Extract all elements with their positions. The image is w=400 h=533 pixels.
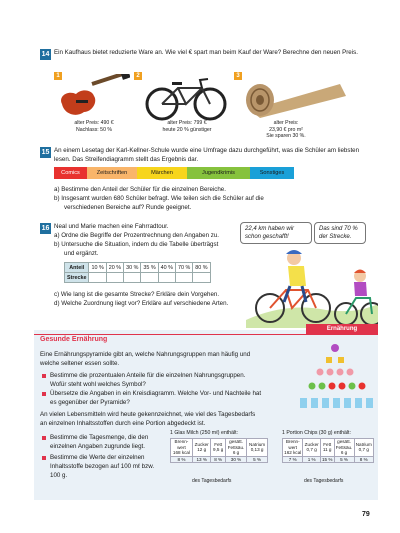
table-cell — [193, 273, 210, 283]
table-cell: 80 % — [193, 263, 210, 273]
table-cell — [124, 273, 141, 283]
table-cell: 15 % — [321, 456, 333, 462]
task-16-b-line2: und ergänzt. — [64, 250, 99, 257]
nutrition-title: Gesunde Ernährung — [40, 336, 108, 343]
strip-segment-sonstiges: Sonstiges — [250, 167, 294, 179]
bullet-marker — [42, 456, 46, 460]
page-number: 79 — [362, 511, 370, 518]
bicycle-image — [144, 74, 228, 122]
nutrition-bullet3: Bestimme die Tagesmenge, die den einzelnen Angaben zugrunde liegt. — [50, 434, 149, 450]
strip-segment-jugendkrimis: Jugendkrimis — [187, 167, 250, 179]
table-cell: Zucker 12 g — [192, 439, 211, 457]
chips-table-footer: des Tagesbedarfs — [304, 478, 344, 484]
chips-table-title: 1 Portion Chips (30 g) enthält: — [282, 430, 351, 436]
bullet-marker — [42, 392, 46, 396]
nutrition-para-line2: an einzelnen Inhaltsstoffen durch eine Portion abgedeckt ist. — [40, 420, 206, 427]
table-cell: 8 % — [354, 456, 373, 463]
item-1-caption: alter Preis: 490 € Nachlass: 50 % — [74, 120, 114, 133]
task-15-b-line1: b) Insgesamt wurden 680 Schüler befragt. Wie teilen sich die Schüler auf die — [54, 195, 264, 202]
table-cell: 13 % — [192, 456, 211, 463]
table-cell: 5 % — [247, 456, 268, 463]
table-cell: Zucker 0,7 g — [303, 439, 320, 457]
table-cell — [89, 273, 106, 283]
nutrition-bullet4: Bestimme die Werte der einzelnen Inhaltsstoffe bezogen auf 100 mℓ bzw. 100 g. — [50, 454, 155, 479]
table-cell — [175, 273, 192, 283]
percentage-table — [64, 262, 211, 283]
chips-nutrition-table — [282, 438, 374, 463]
cyclists-illustration — [246, 244, 378, 328]
table-cell: 70 % — [175, 263, 192, 273]
table-cell: 8 % — [171, 456, 193, 463]
bullet-marker — [42, 436, 46, 440]
table-cell: 8 % — [211, 456, 225, 463]
task-16-d: d) Welche Zuordnung liegt vor? Erkläre auf verschiedene Arten. — [54, 300, 229, 307]
image-number-2: 2 — [134, 72, 142, 80]
milk-table-footer: des Tagesbedarfs — [192, 478, 232, 484]
table-cell: Fett 9,5 g — [211, 439, 225, 457]
table-cell — [158, 273, 175, 283]
task-number-15: 15 — [41, 149, 50, 156]
table-cell: Brenn- wert 162 kcal — [284, 439, 302, 455]
task-number-14: 14 — [41, 51, 50, 58]
table-cell: gesätt. Fettsäu. 6 g — [225, 439, 246, 457]
table-cell: 20 % — [106, 263, 123, 273]
task-16-c: c) Wie lang ist die gesamte Strecke? Erkläre dein Vorgehen. — [54, 291, 220, 298]
task-16-b-line1: b) Untersuche die Situation, indem du die Tabelle überträgst — [54, 241, 219, 248]
item-2-caption: alter Preis: 799 € heute 20 % günstiger — [162, 120, 212, 133]
strip-segment-zeitschriften: Zeitschriften — [87, 167, 137, 179]
table-cell: Natrium 0,13 g — [247, 439, 268, 457]
nutrition-para-line1: An vielen Lebensmitteln wird heute gekennzeichnet, wie viel des Tagesbedarfs — [40, 411, 256, 418]
table-cell: 40 % — [158, 263, 175, 273]
task-16-intro: Neal und Marie machen eine Fahrradtour. — [54, 223, 169, 230]
table-header-anteil: Anteil — [65, 263, 89, 273]
task-15-b-line2: verschiedenen Bereiche auf? Runde geeignet. — [64, 204, 192, 211]
table-cell: 1 % — [303, 456, 320, 463]
section-tag: Ernährung — [306, 324, 378, 334]
task-16-a: a) Ordne die Begriffe der Prozentrechnung den Angaben zu. — [54, 232, 219, 239]
nutrition-bullet2-line1: Übersetze die Angaben in ein Kreisdiagramm. Welche Vor- und Nachteile hat — [50, 390, 262, 397]
electric-guitar-image — [58, 74, 130, 120]
table-cell: 7 % — [283, 456, 303, 463]
strip-segment-comics: Comics — [54, 167, 87, 179]
table-header-strecke: Strecke — [65, 273, 89, 283]
food-pyramid-image — [296, 342, 374, 412]
table-cell: Natrium 0,7 g — [354, 439, 373, 457]
table-cell: Brenn- wert 168 kcal — [171, 439, 193, 457]
milk-nutrition-table — [170, 438, 268, 463]
task-15-a: a) Bestimme den Anteil der Schüler für die einzelnen Bereiche. — [54, 186, 226, 193]
nutrition-bullet1-line2: Wofür steht wohl welches Symbol? — [50, 381, 146, 388]
table-cell: 10 % — [89, 263, 106, 273]
table-cell: gesätt. Fettsäu. 6 g — [335, 439, 353, 455]
table-cell — [141, 273, 158, 283]
nutrition-bullet1-line1: Bestimme die prozentualen Anteile für die einzelnen Nahrungsgruppen. — [50, 372, 246, 379]
section-tag-line — [34, 334, 378, 335]
carpet-roll-image — [240, 70, 350, 120]
image-number-1: 1 — [54, 72, 62, 80]
table-cell: 30 % — [225, 456, 246, 463]
strip-segment-maerchen: Märchen — [137, 167, 187, 179]
milk-table-title: 1 Glas Milch (250 mℓ) enthält: — [170, 430, 238, 436]
table-cell: 35 % — [141, 263, 158, 273]
table-cell: 5 % — [334, 456, 354, 463]
speech-bubble-marie: Das sind 70 % der Strecke. — [314, 222, 366, 244]
nutrition-intro-line1: Eine Ernährungspyramide gibt an, welche Nahrungsgruppen man häufig und — [40, 351, 251, 358]
image-number-3: 3 — [234, 72, 242, 80]
nutrition-bullet2-line2: es gegenüber der Pyramide? — [50, 399, 130, 406]
table-cell — [106, 273, 123, 283]
item-3-caption: alter Preis: 23,90 € pro m² Sie sparen 30 %. — [266, 120, 306, 139]
speech-bubble-neal: 22,4 km haben wir schon geschafft! — [240, 222, 312, 244]
task-14-text: Ein Kaufhaus bietet reduzierte Ware an. Wie viel € spart man beim Kauf der Ware? Berechne den neuen Preis. — [54, 49, 358, 56]
nutrition-intro-line2: welche seltener essen sollte. — [40, 360, 120, 367]
table-cell: Fett 11 g — [320, 439, 334, 457]
table-cell: 30 % — [124, 263, 141, 273]
task-15-text: An einem Lesetag der Karl-Kellner-Schule wurde eine Umfrage dazu durchgeführt, was die Schüler am liebsten lesen. Das Streifendiagramm stellt das Ergebnis dar. — [54, 147, 360, 163]
bullet-marker — [42, 374, 46, 378]
task-number-16: 16 — [41, 225, 50, 232]
